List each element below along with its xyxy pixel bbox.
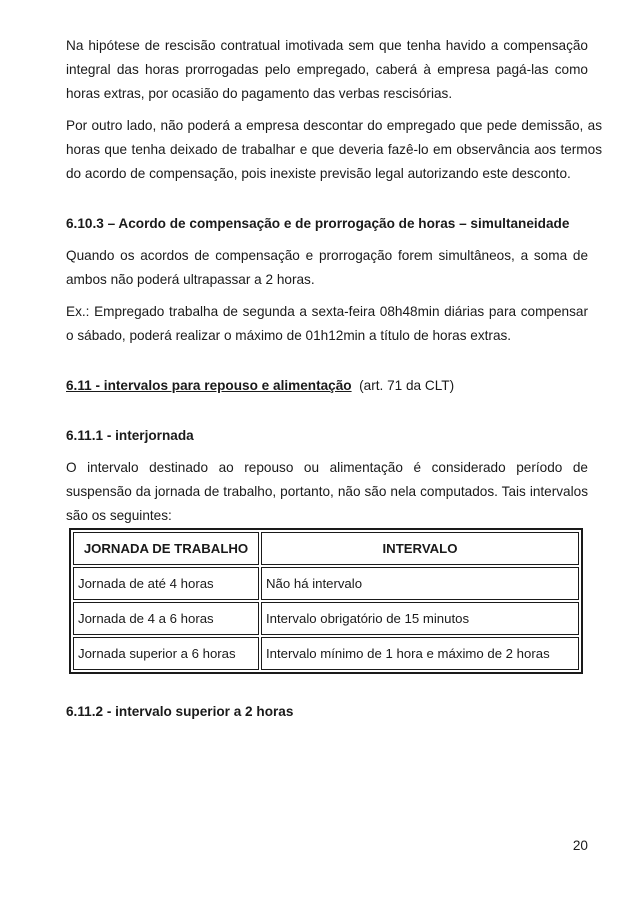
paragraph-desconto: Por outro lado, não poderá a empresa descontar do empregado que pede demissão, as horas que tenha deixado de trabalhar e que deveria fazê-lo em observância aos termos do acordo de compensação, pois inexiste previsão legal autorizando este desconto.: [66, 118, 602, 181]
document-page: [66, 34, 602, 724]
table-cell: Jornada de até 4 horas: [73, 567, 259, 600]
table-row: [73, 567, 579, 600]
table-header-intervalo: INTERVALO: [261, 532, 579, 565]
table-cell: Jornada de 4 a 6 horas: [73, 602, 259, 635]
heading-6-11-2: 6.11.2 - intervalo superior a 2 horas: [66, 704, 294, 719]
heading-6-11-reference: (art. 71 da CLT): [359, 378, 455, 393]
paragraph-intervalo: O intervalo destinado ao repouso ou alimentação é considerado período de suspensão da jornada de trabalho, portanto, não são nela computados. Tais intervalos são os seguintes:: [66, 460, 588, 523]
page-number: 20: [572, 838, 588, 853]
table-row: [73, 602, 579, 635]
table-cell: Não há intervalo: [261, 567, 579, 600]
table-header-jornada: JORNADA DE TRABALHO: [73, 532, 259, 565]
table-cell: Jornada superior a 6 horas: [73, 637, 259, 670]
heading-6-11-1: 6.11.1 - interjornada: [66, 428, 194, 443]
table-header-row: [73, 532, 579, 565]
heading-6-11: [66, 374, 588, 398]
table-cell: Intervalo mínimo de 1 hora e máximo de 2 horas: [261, 637, 579, 670]
table-cell: Intervalo obrigatório de 15 minutos: [261, 602, 579, 635]
heading-6-10-3: 6.10.3 – Acordo de compensação e de prorrogação de horas – simultaneidade: [66, 216, 570, 231]
heading-6-11-title: 6.11 - intervalos para repouso e alimentação: [66, 378, 352, 393]
paragraph-exemplo: Ex.: Empregado trabalha de segunda a sexta-feira 08h48min diárias para compensar o sábado, poderá realizar o máximo de 01h12min a título de horas extras.: [66, 304, 588, 343]
table-row: [73, 637, 579, 670]
paragraph-simultaneos: Quando os acordos de compensação e prorrogação forem simultâneos, a soma de ambos não poderá ultrapassar a 2 horas.: [66, 248, 588, 287]
paragraph-rescisao: Na hipótese de rescisão contratual imotivada sem que tenha havido a compensação integral das horas prorrogadas pelo empregado, caberá à empresa pagá-las como horas extras, por ocasião do pagamento das verbas rescisórias.: [66, 38, 588, 101]
intervals-table: [69, 528, 583, 674]
